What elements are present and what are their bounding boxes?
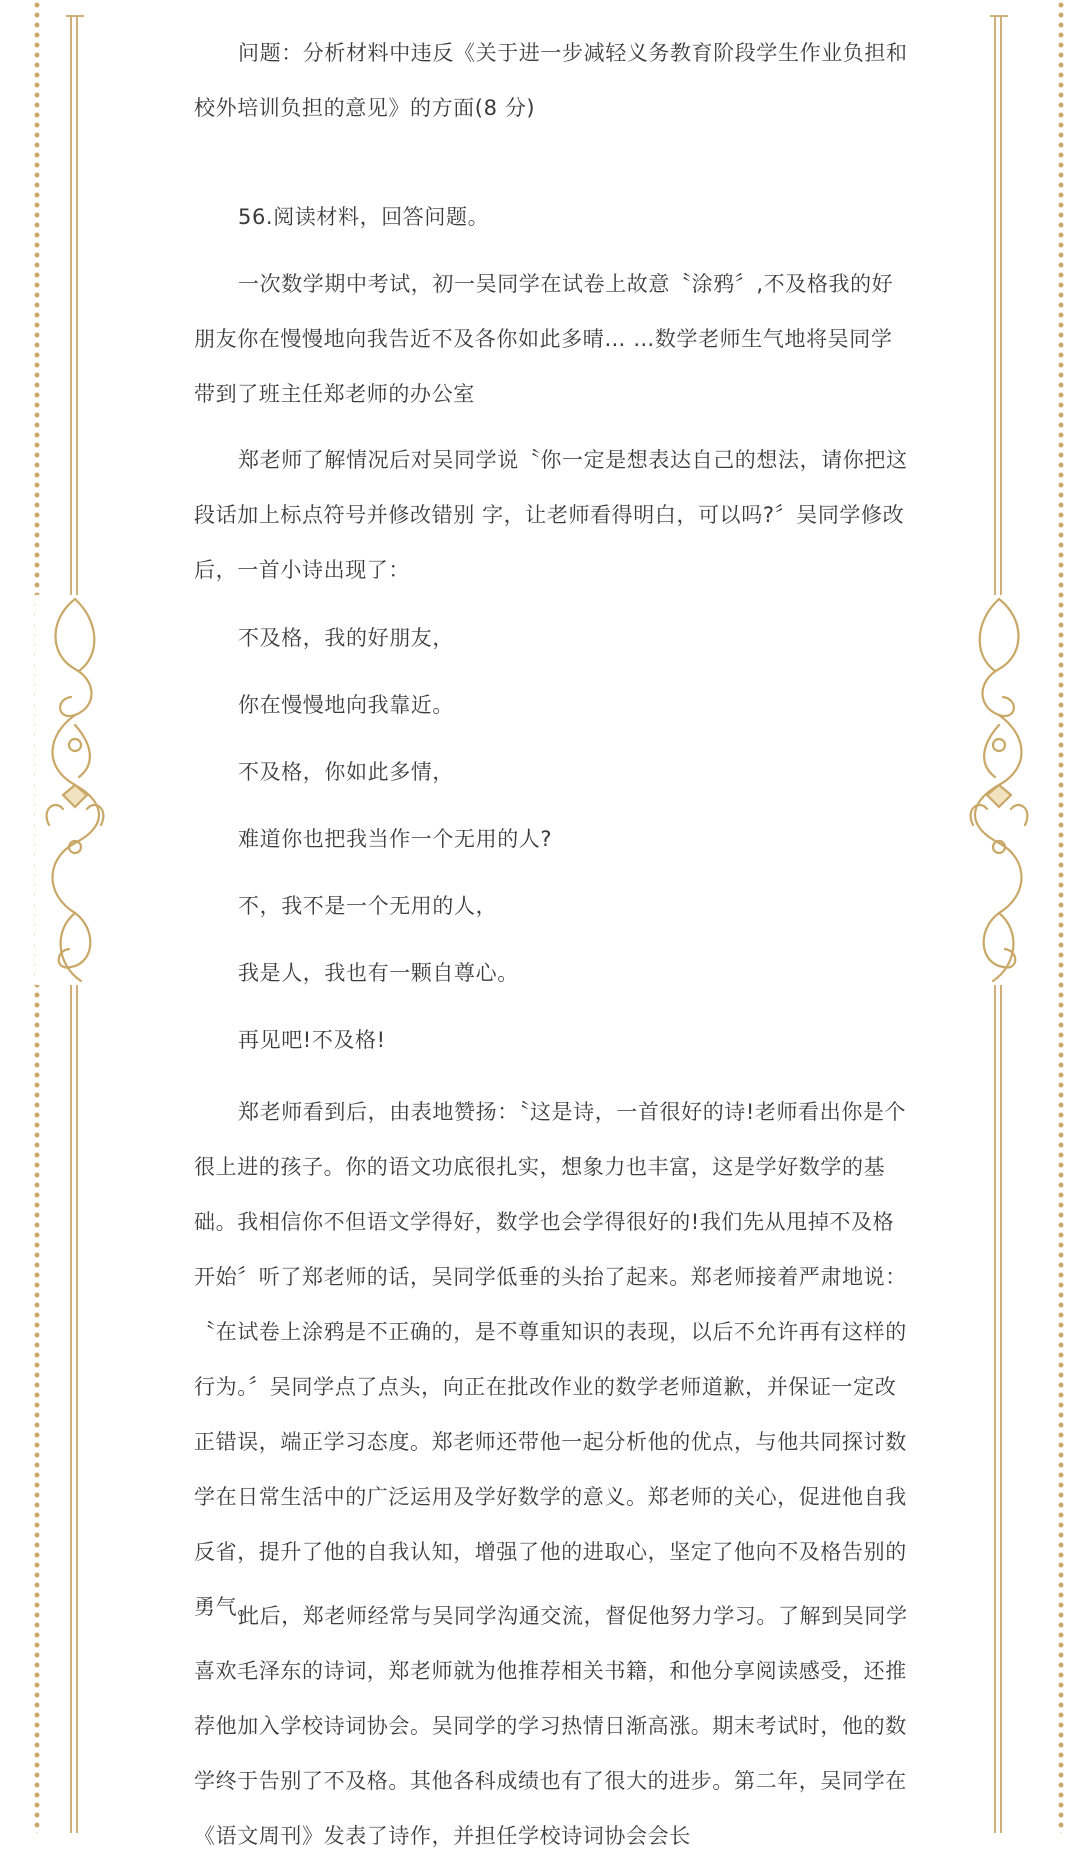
question-56-heading: 56.阅读材料，回答问题。 <box>238 205 490 229</box>
poem-line: 再见吧!不及格! <box>238 1028 386 1052</box>
poem-line: 你在慢慢地向我靠近。 <box>238 693 454 717</box>
poem-line: 不及格，我的好朋友， <box>238 626 454 650</box>
right-dot-border <box>1058 0 1064 1833</box>
left-scroll-ornament-icon <box>35 595 115 985</box>
question-prompt: 问题：分析材料中违反《关于进一步减轻义务教育阶段学生作业负担和校外培训负担的意见》的方面(8 分) <box>194 41 908 120</box>
poem-line: 难道你也把我当作一个无用的人? <box>238 827 553 851</box>
paragraph-3: 郑老师看到后，由表地赞扬：〝这是诗，一首很好的诗!老师看出你是个很上进的孩子。你的语文功底很扎实，想象力也丰富，这是学好数学的基础。我相信你不但语文学得好，数学也会学得很好的!我们先从甩掉不及格开始〞听了郑老师的话，吴同学低垂的头抬了起来。郑老师接着严肃地说：〝在试卷上涂鸦是不正确的，是不尊重知识的表现，以后不允许再有这样的行为。〞吴同学点了点头，向正在批改作业的数学老师道歉，并保证一定改正错误，端正学习态度。郑老师还带他一起分析他的优点，与他共同探讨数学在日常生活中的广泛运用及学好数学的意义。郑老师的关心，促进他自我反省，提升了他的自我认知，增强了他的进取心，坚定了他向不及格告别的勇气。 <box>194 1100 907 1619</box>
poem-line: 不及格，你如此多情， <box>238 760 454 784</box>
poem-line: 不，我不是一个无用的人， <box>238 894 498 918</box>
paragraph-4: 此后，郑老师经常与吴同学沟通交流，督促他努力学习。了解到吴同学喜欢毛泽东的诗词，郑老师就为他推荐相关书籍，和他分享阅读感受，还推荐他加入学校诗词协会。吴同学的学习热情日渐高涨。期末考试时，他的数学终于告别了不及格。其他各科成绩也有了很大的进步。第二年，吴同学在《语文周刊》发表了诗作，并担任学校诗词协会会长 <box>194 1604 908 1848</box>
paragraph-1: 一次数学期中考试，初一吴同学在试卷上故意〝涂鸦〞,不及格我的好朋友你在慢慢地向我告近不及各你如此多晴… …数学老师生气地将吴同学带到了班主任郑老师的办公室 <box>194 272 894 406</box>
paragraph-2: 郑老师了解情况后对吴同学说〝你一定是想表达自己的想法，请你把这段话加上标点符号并修改错别 字，让老师看得明白，可以吗?〞吴同学修改后，一首小诗出现了： <box>194 448 908 582</box>
right-scroll-ornament-icon <box>959 595 1039 985</box>
poem-line: 我是人，我也有一颗自尊心。 <box>238 961 519 985</box>
